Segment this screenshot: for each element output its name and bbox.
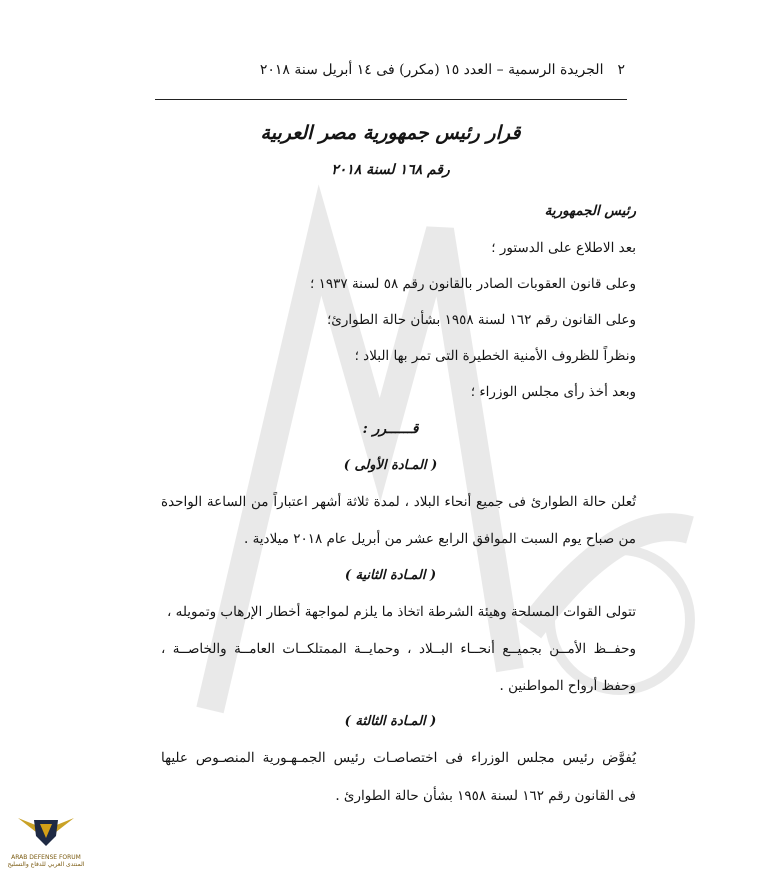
forum-name-arabic: المنتدى العربي للدفاع والتسليح	[7, 861, 85, 868]
gazette-watermark-icon	[150, 150, 750, 750]
article-heading: ( المـادة الثالثة )	[344, 714, 437, 729]
preamble-line: وعلى قانون العقوبات الصادر بالقانون رقم ٥٨ لسنة ١٩٣٧ ؛	[310, 276, 636, 292]
page-number: ٢	[617, 62, 625, 78]
eagle-shield-icon	[16, 812, 76, 850]
article-line: تُعلن حالة الطوارئ فى جميع أنحاء البلاد ، لمدة ثلاثة أشهر اعتباراً من الساعة الواحدة	[161, 494, 636, 510]
president-label: رئيس الجمهورية	[544, 203, 636, 219]
article-line: تتولى القوات المسلحة وهيئة الشرطة اتخاذ ما يلزم لمواجهة أخطار الإرهاب وتمويله ،	[166, 604, 636, 620]
decree-number: رقم ١٦٨ لسنة ٢٠١٨	[331, 162, 450, 178]
forum-name: ARAB DEFENSE FORUM	[11, 854, 81, 861]
forum-logo	[2, 812, 90, 872]
preamble-line: بعد الاطلاع على الدستور ؛	[491, 240, 636, 256]
article-line: من صباح يوم السبت الموافق الرابع عشر من أبريل عام ٢٠١٨ ميلادية .	[243, 531, 636, 547]
article-heading: ( المـادة الثانية )	[344, 568, 437, 583]
article-heading: ( المـادة الأولى )	[343, 458, 438, 473]
article-line: فى القانون رقم ١٦٢ لسنة ١٩٥٨ بشأن حالة الطوارئ .	[335, 788, 636, 804]
article-line: وحفــظ الأمــن بجميــع أنحــاء البــلاد ، وحمايــة الممتلكــات العامــة والخاصــة ،	[161, 641, 636, 657]
article-line: يُفوَّض رئيس مجلس الوزراء فى اختصاصـات رئيس الجمـهـورية المنصـوص عليها	[161, 750, 636, 766]
decided-heading: قــــــرر :	[362, 421, 419, 437]
preamble-line: وعلى القانون رقم ١٦٢ لسنة ١٩٥٨ بشأن حالة الطوارئ؛	[327, 312, 636, 328]
publication-line: الجريدة الرسمية – العدد ١٥ (مكرر) فى ١٤ أبريل سنة ٢٠١٨	[259, 62, 604, 78]
preamble-line: ونظراً للظروف الأمنية الخطيرة التى تمر بها البلاد ؛	[354, 348, 636, 364]
decree-title: قرار رئيس جمهورية مصر العربية	[260, 122, 521, 144]
running-head	[155, 62, 625, 78]
preamble-line: وبعد أخذ رأى مجلس الوزراء ؛	[470, 384, 636, 400]
header-rule	[155, 99, 627, 100]
article-line: وحفظ أرواح المواطنين .	[499, 678, 636, 694]
